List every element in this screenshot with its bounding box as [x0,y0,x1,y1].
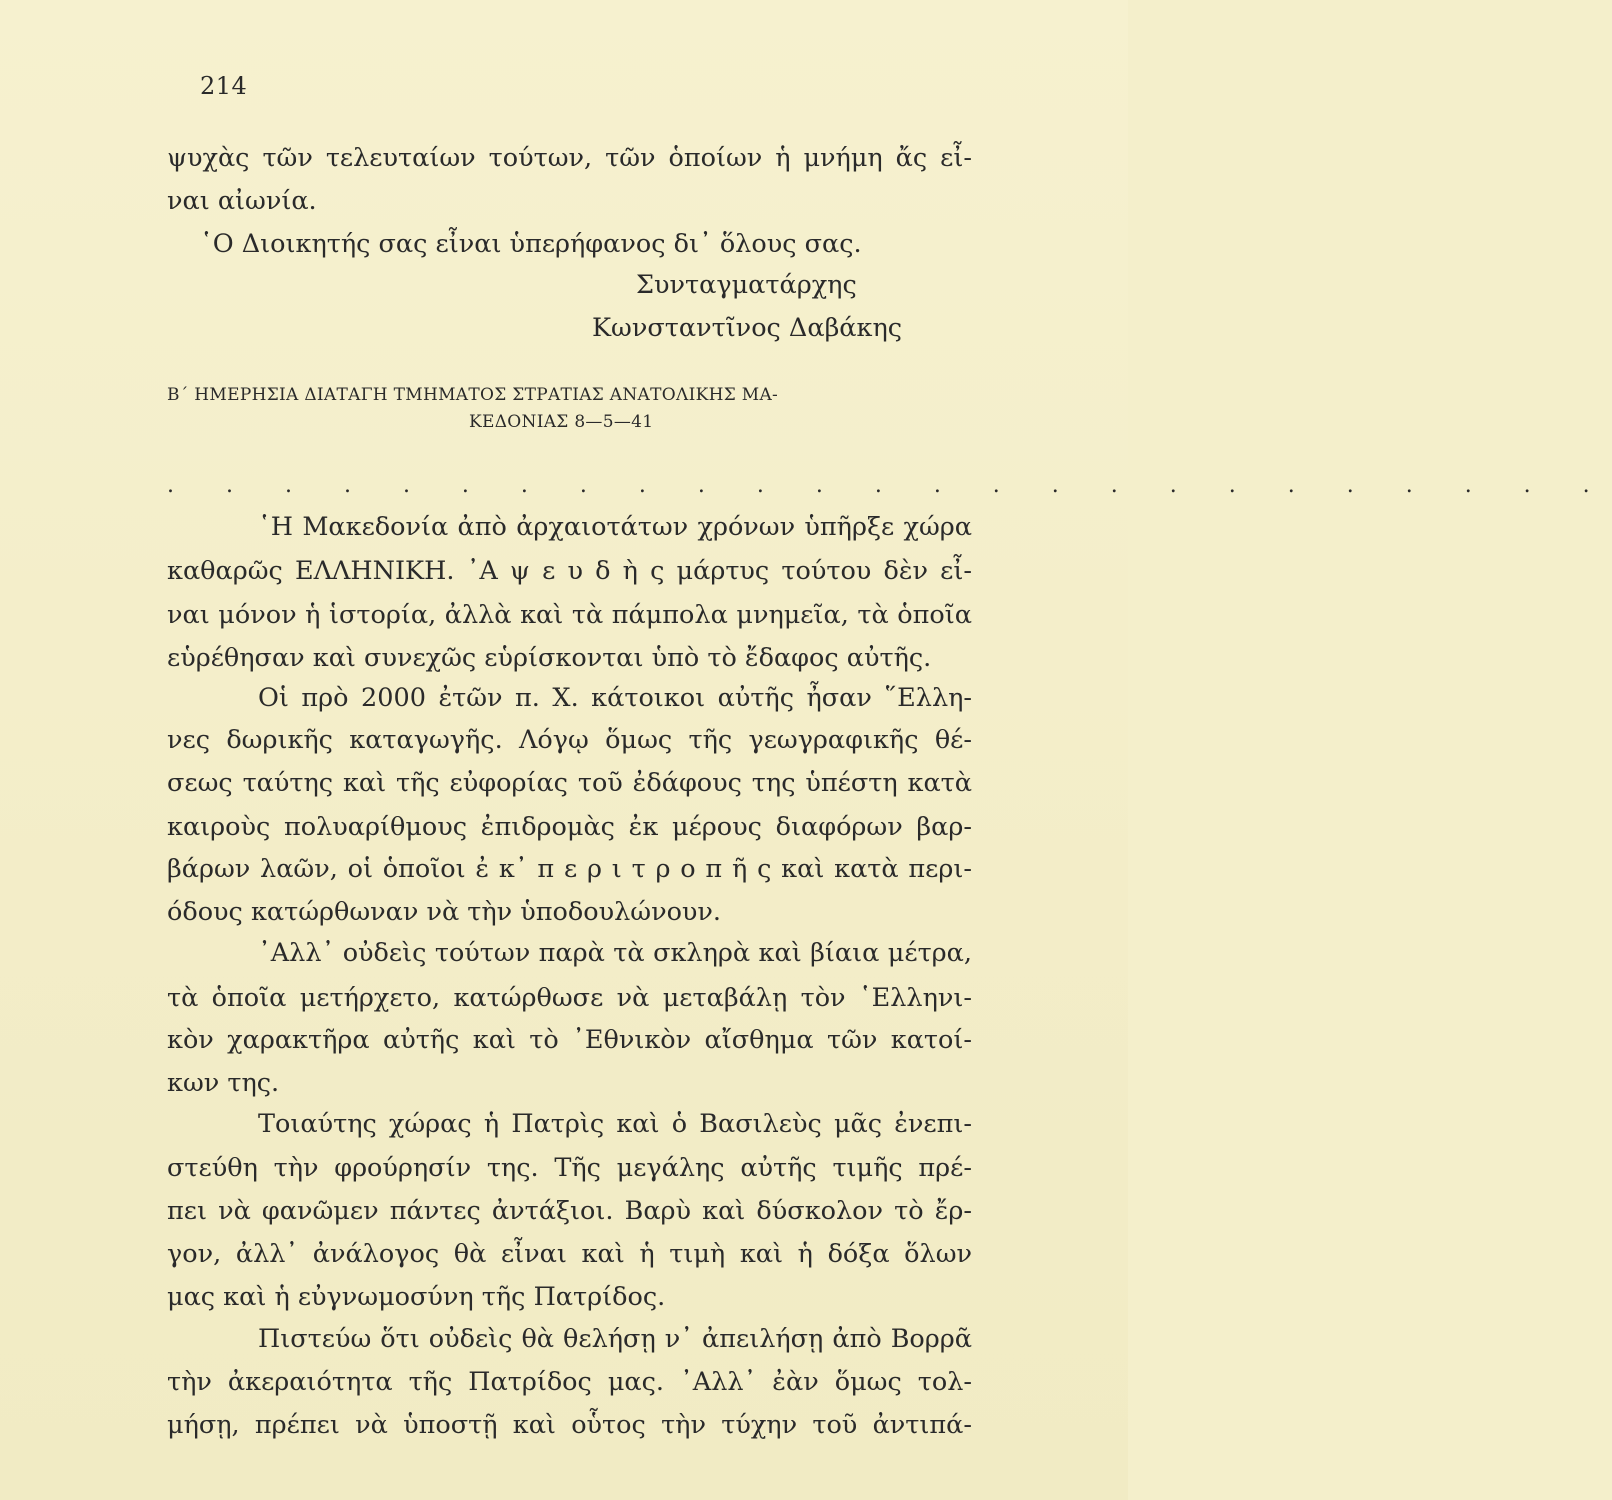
body-line-2: καθαρῶς ΕΛΛΗΝΙΚΗ. ᾿Α ψ ε υ δ ὴ ς μάρτυς τούτου δὲν εἶ- [167,556,972,586]
body-line-22: μήσῃ, πρέπει νὰ ὑποστῇ καὶ οὗτος τὴν τύχην τοῦ ἀντιπά- [167,1410,972,1440]
body-line-7: σεως ταύτης καὶ τῆς εὐφορίας τοῦ ἐδάφους της ὑπέστη κατὰ [167,768,972,798]
signature-rank: Συνταγματάρχης [636,270,857,300]
page-number: 214 [200,72,248,100]
body-line-15: Τοιαύτης χώρας ἡ Πατρὶς καὶ ὁ Βασιλεὺς μᾶς ἐνεπι- [258,1109,972,1139]
body-line-17: πει νὰ φανῶμεν πάντες ἀντάξιοι. Βαρὺ καὶ δύσκολον τὸ ἔρ- [167,1196,972,1226]
dotted-separator: . . . . . . . . . . . . . . . . . . . . . . . . . [167,473,1612,498]
body-line-10: όδους κατώρθωναν νὰ τὴν ὑποδουλώνουν. [167,897,722,927]
intro-line-1: ψυχὰς τῶν τελευταίων τούτων, τῶν ὁποίων ἡ μνήμη ἄς εἶ- [167,143,972,173]
body-line-8: καιροὺς πολυαρίθμους ἐπιδρομὰς ἐκ μέρους διαφόρων βαρ- [167,812,972,842]
intro-line-3: ῾Ο Διοικητής σας εἶναι ὑπερήφανος δι᾽ ὅλους σας. [200,229,862,259]
body-line-20: Πιστεύω ὅτι οὐδεὶς θὰ θελήσῃ ν᾽ ἀπειλήσῃ ἀπὸ Βορρᾶ [258,1324,972,1354]
body-line-9: βάρων λαῶν, οἱ ὁποῖοι ἐ κ᾿ π ε ρ ι τ ρ ο π ῆ ς καὶ κατὰ περι- [167,854,972,884]
body-line-21: τὴν ἀκεραιότητα τῆς Πατρίδος μας. ᾿Αλλ᾽ ἐὰν ὅμως τολ- [167,1367,972,1397]
signature-name: Κωνσταντῖνος Δαβάκης [592,313,903,343]
body-line-18: γον, ἀλλ᾽ ἀνάλογος θὰ εἶναι καὶ ἡ τιμὴ καὶ ἡ δόξα ὅλων [167,1239,972,1269]
body-line-3: ναι μόνον ἡ ἱστορία, ἀλλὰ καὶ τὰ πάμπολα μνημεῖα, τὰ ὁποῖα [167,600,972,630]
order-heading-line-1: Β΄ ΗΜΕΡΗΣΙΑ ΔΙΑΤΑΓΗ ΤΜΗΜΑΤΟΣ ΣΤΡΑΤΙΑΣ ΑΝΑΤΟΛΙΚΗΣ ΜΑ- [167,385,779,405]
body-line-1: ῾Η Μακεδονία ἀπὸ ἀρχαιοτάτων χρόνων ὑπῆρξε χώρα [258,512,972,542]
body-line-13: κὸν χαρακτῆρα αὐτῆς καὶ τὸ ᾿Εθνικὸν αἴσθημα τῶν κατοί- [167,1025,972,1055]
body-line-4: εὑρέθησαν καὶ συνεχῶς εὑρίσκονται ὑπὸ τὸ ἔδαφος αὐτῆς. [167,643,932,673]
body-line-5: Οἱ πρὸ 2000 ἐτῶν π. Χ. κάτοικοι αὐτῆς ἦσαν ῞Ελλη- [258,683,972,713]
body-line-6: νες δωρικῆς καταγωγῆς. Λόγῳ ὅμως τῆς γεωγραφικῆς θέ- [167,725,972,755]
body-line-11: ᾿Αλλ᾽ οὐδεὶς τούτων παρὰ τὰ σκληρὰ καὶ βίαια μέτρα, [258,938,972,968]
body-line-12: τὰ ὁποῖα μετήρχετο, κατώρθωσε νὰ μεταβάλῃ τὸν ῾Ελληνι- [167,983,972,1013]
body-line-16: στεύθη τὴν φρούρησίν της. Τῆς μεγάλης αὐτῆς τιμῆς πρέ- [167,1153,972,1183]
body-line-14: κων της. [167,1068,280,1098]
order-heading-line-2: ΚΕΔΟΝΙΑΣ 8—5—41 [469,412,654,432]
intro-line-2: ναι αἰωνία. [167,186,317,216]
body-line-19: μας καὶ ἡ εὐγνωμοσύνη τῆς Πατρίδος. [167,1282,666,1312]
